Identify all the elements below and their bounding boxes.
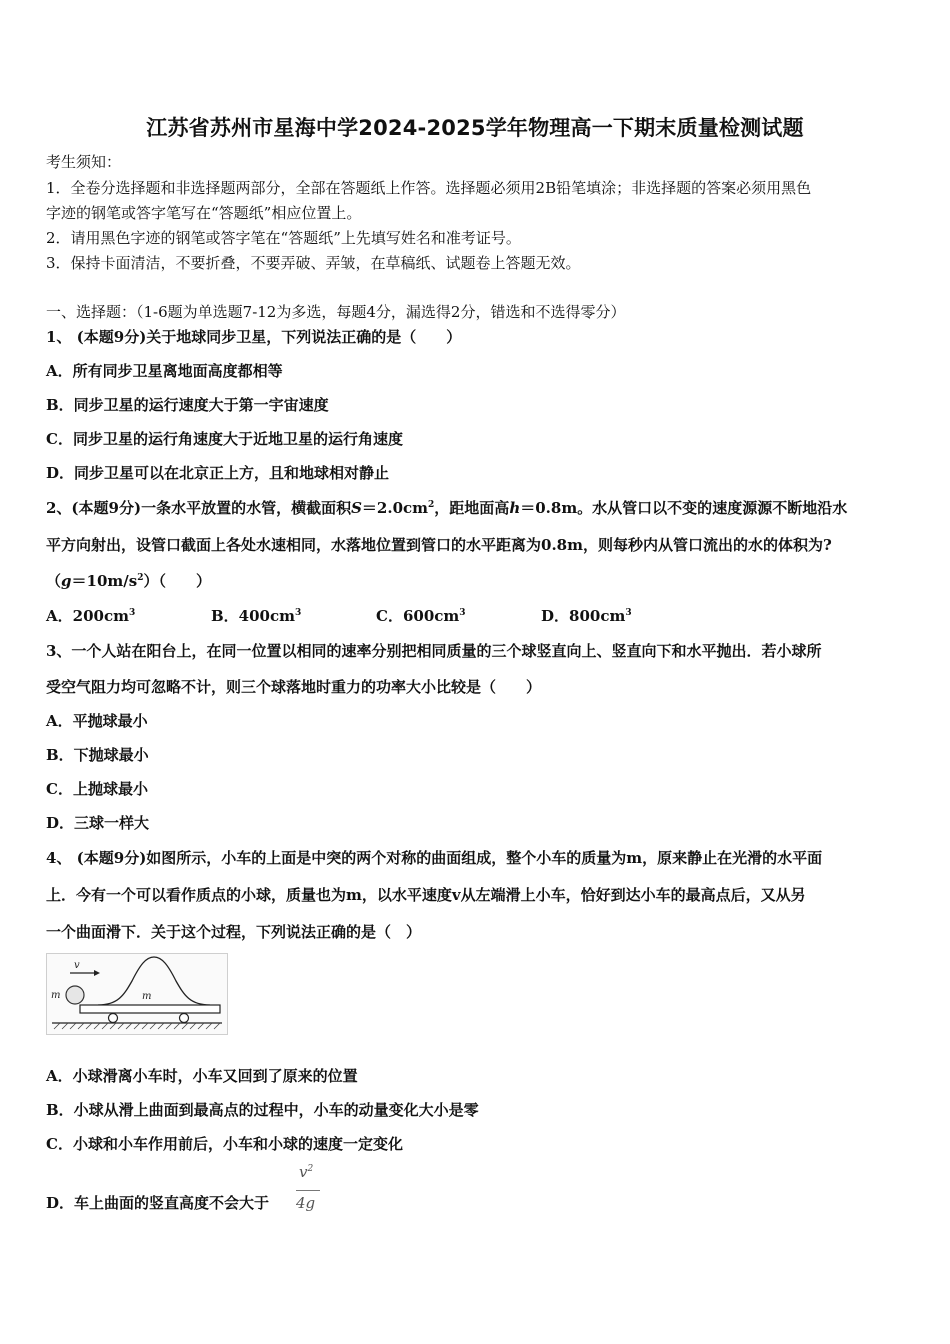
q1-option-c: C．同步卫星的运行角速度大于近地卫星的运行角速度	[46, 430, 403, 448]
q2-option-sup: 3	[128, 608, 136, 618]
fraction-denominator: 4g	[296, 1194, 316, 1212]
question-1-stem: 1、 (本题9分)关于地球同步卫星，下列说法正确的是（ ）	[46, 328, 462, 346]
q2-text: ＝10m/s	[71, 572, 138, 590]
q2-text: ＝2.0cm	[361, 499, 429, 517]
q4-option-a: A．小球滑离小车时，小车又回到了原来的位置	[46, 1067, 358, 1085]
ball-icon	[66, 986, 84, 1004]
fraction-v2-over-4g	[296, 1163, 322, 1219]
q2-text: ，距地面高	[434, 499, 510, 517]
q2-text: ）（ ）	[143, 572, 211, 590]
question-3-stem-line2: 受空气阻力均可忽略不计，则三个球落地时重力的功率大小比较是（ ）	[46, 678, 542, 696]
q2-text: （	[46, 572, 62, 590]
q2-option-c	[376, 606, 541, 626]
cart-figure	[46, 953, 228, 1035]
q2-option-label: D．800cm	[541, 607, 626, 625]
section-heading: 一、选择题：（1-6题为单选题7-12为多选，每题4分，漏选得2分，错选和不选得零分）	[46, 303, 626, 321]
q2-option-sup: 3	[459, 608, 466, 618]
q3-option-d: D．三球一样大	[46, 814, 150, 832]
fraction-numerator-text: v	[299, 1163, 308, 1181]
question-2-stem-line2: 平方向射出，设管口截面上各处水速相同，水落地位置到管口的水平距离为0.8m，则每秒内从管口流出的水的体积为?	[46, 536, 832, 554]
fraction-numerator-sup: 2	[307, 1164, 314, 1174]
q1-option-b: B．同步卫星的运行速度大于第一宇宙速度	[46, 396, 329, 414]
q2-option-label: B．400cm	[211, 607, 295, 625]
q2-option-b	[211, 606, 376, 626]
fraction-numerator	[299, 1163, 313, 1181]
q2-option-label: A．200cm	[46, 607, 129, 625]
question-2-stem-line3	[46, 571, 211, 591]
q2-option-sup: 3	[295, 608, 302, 618]
q1-option-d: D．同步卫星可以在北京正上方，且和地球相对静止	[46, 464, 390, 482]
q2-sup: 2	[137, 573, 144, 583]
q2-var-g: g	[61, 572, 72, 590]
q2-var-h: h	[509, 499, 521, 517]
wheel-icon	[180, 1014, 189, 1023]
notice-item: 1．全卷分选择题和非选择题两部分，全部在答题纸上作答。选择题必须用2B铅笔填涂；非选择题的答案必须用黑色	[46, 179, 812, 197]
question-4-stem-line2: 上．今有一个可以看作质点的小球，质量也为m，以水平速度v从左端滑上小车，恰好到达小车的最高点后，又从另	[46, 886, 806, 904]
q2-sup: 2	[428, 500, 435, 510]
question-2-stem-line1	[46, 498, 847, 518]
q3-option-c: C．上抛球最小	[46, 780, 148, 798]
question-4-stem-line3: 一个曲面滑下．关于这个过程，下列说法正确的是（ ）	[46, 923, 422, 941]
q2-option-a	[46, 606, 211, 626]
cart-mass-label: m	[142, 991, 152, 1002]
notice-item: 2．请用黑色字迹的钢笔或答字笔在“答题纸”上先填写姓名和准考证号。	[46, 229, 521, 247]
notice-item: 字迹的钢笔或答字笔写在“答题纸”相应位置上。	[46, 204, 362, 222]
q3-option-a: A．平抛球最小	[46, 712, 148, 730]
q4-option-c: C．小球和小车作用前后，小车和小球的速度一定变化	[46, 1135, 403, 1153]
question-4-stem-line1: 4、 (本题9分)如图所示，小车的上面是中突的两个对称的曲面组成，整个小车的质量为m，原来静止在光滑的水平面	[46, 849, 823, 867]
cart-body	[80, 1005, 220, 1013]
q4-option-b: B．小球从滑上曲面到最高点的过程中，小车的动量变化大小是零	[46, 1101, 479, 1119]
q2-options	[46, 606, 661, 626]
q1-option-a: A．所有同步卫星离地面高度都相等	[46, 362, 283, 380]
velocity-label: v	[74, 960, 80, 971]
q2-option-d	[541, 606, 661, 626]
wheel-icon	[109, 1014, 118, 1023]
question-3-stem-line1: 3、一个人站在阳台上，在同一位置以相同的速率分别把相同质量的三个球竖直向上、竖直向下和水平抛出．若小球所	[46, 642, 822, 660]
q3-option-b: B．下抛球最小	[46, 746, 149, 764]
page-title: 江苏省苏州市星海中学2024-2025学年物理高一下期末质量检测试题	[146, 116, 804, 140]
notice-heading: 考生须知：	[46, 153, 122, 171]
q4-option-d: D．车上曲面的竖直高度不会大于	[46, 1194, 270, 1212]
fraction-bar	[296, 1190, 320, 1191]
q2-option-label: C．600cm	[376, 607, 460, 625]
q2-text: 2、(本题9分)一条水平放置的水管，横截面积	[46, 499, 352, 517]
q2-option-sup: 3	[625, 608, 632, 618]
q2-text: ＝0.8m。水从管口以不变的速度源源不断地沿水	[520, 499, 848, 517]
ball-mass-label: m	[51, 990, 61, 1001]
notice-item: 3．保持卡面清洁，不要折叠，不要弄破、弄皱，在草稿纸、试题卷上答题无效。	[46, 254, 581, 272]
q2-var-s: S	[351, 499, 362, 517]
